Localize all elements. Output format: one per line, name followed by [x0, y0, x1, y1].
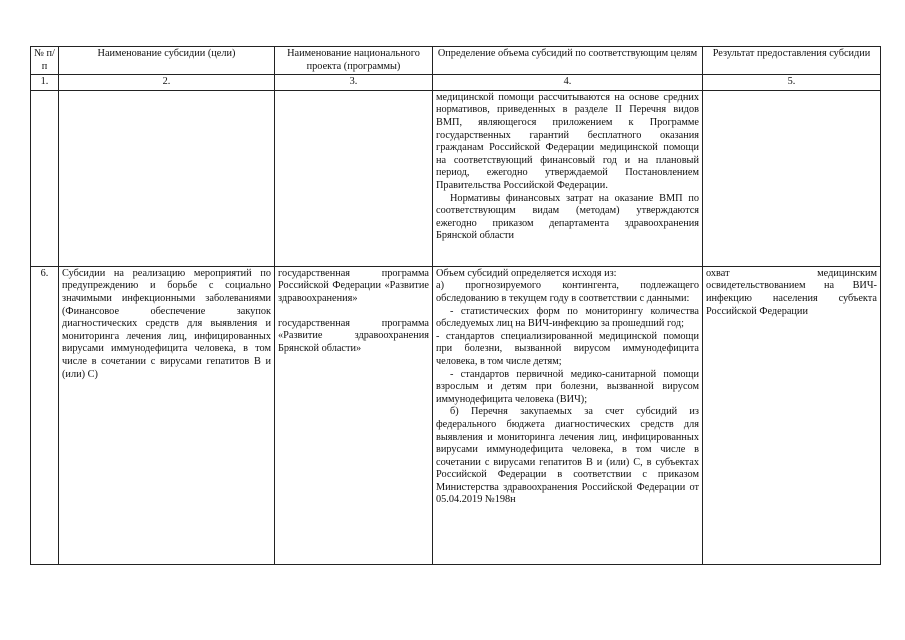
table-header-row [31, 47, 881, 75]
cell-definition [433, 90, 703, 266]
cell-empty [275, 90, 433, 266]
column-number-row [31, 75, 881, 91]
table-row-6 [31, 266, 881, 564]
program-item: государственная программа «Развитие здравоохранения Брянской области» [278, 317, 429, 354]
column-number: 1. [31, 75, 59, 91]
subsidy-definition [433, 266, 703, 564]
cell-empty [59, 90, 275, 266]
definition-intro: Объем субсидий определяется исходя из: [436, 267, 617, 279]
definition-paragraph: медицинской помощи рассчитываются на основе средних нормативов, приведенных в разделе II Перечня видов ВМП, являющегося приложением к Программе государственных гарантий бесплатного оказания гражданам Российской Федерации медицинской помощи на соответствующий финансовый год и на плановый период, ежегодно утверждаемой Постановлением Правительства Российской Федерации. [436, 91, 699, 191]
cell-empty [703, 90, 881, 266]
definition-item: - статистических форм по мониторингу количества обследуемых лиц на ВИЧ-инфекцию за прошедший год; [436, 305, 699, 330]
column-number: 4. [433, 75, 703, 91]
definition-item: а) прогнозируемого контингента, подлежащего обследованию в текущем году в соответствии с данными: [436, 280, 699, 304]
header-national-project: Наименование национального проекта (программы) [275, 47, 433, 75]
column-number: 2. [59, 75, 275, 91]
cell-empty [31, 90, 59, 266]
subsidy-name: Субсидии на реализацию мероприятий по предупреждению и борьбе с социально значимыми инфекционными заболеваниями (Финансовое обеспечение закупок диагностических средств для выявления и мониторинга лечения лиц, инфицированных вирусами иммунодефицита человека, в том числе в сочетании с вирусами гепатитов B и (или) C) [59, 266, 275, 564]
subsidy-table [30, 46, 881, 565]
table-row-continuation [31, 90, 881, 266]
definition-item: - стандартов специализированной медицинской помощи при болезни, вызванной вирусом иммунодефицита человека, в том числе детям; [436, 330, 699, 367]
definition-item: - стандартов первичной медико-санитарной помощи взрослым и детям при болезни, вызванной вирусом иммунодефицита человека (ВИЧ); [436, 368, 699, 405]
header-subsidy-definition: Определение объема субсидий по соответствующим целям [433, 47, 703, 75]
column-number: 5. [703, 75, 881, 91]
row-number: 6. [31, 266, 59, 564]
national-project [275, 266, 433, 564]
program-item: государственная программа Российской Федерации «Развитие здравоохранения» [278, 267, 429, 304]
definition-item: б) Перечня закупаемых за счет субсидий из федерального бюджета диагностических средств для выявления и мониторинга лечения лиц, инфицированных вирусами иммунодефицита человека, в том числе в сочетании с вирусами гепатитов B и (или) C, в субъектах Российской Федерации в соответствии с приказом Министерства здравоохранения Российской Федерации от 05.04.2019 №198н [436, 406, 699, 506]
header-result: Результат предоставления субсидии [703, 47, 881, 75]
column-number: 3. [275, 75, 433, 91]
definition-paragraph: Нормативы финансовых затрат на оказание ВМП по соответствующим видам (методам) утверждаются ежегодно приказом департамента здравоохранения Брянской области [436, 192, 699, 242]
subsidy-result: охват медицинским освидетельствованием на ВИЧ-инфекцию населения субъекта Российской Федерации [703, 266, 881, 564]
header-subsidy-name: Наименование субсидии (цели) [59, 47, 275, 75]
header-number: № п/п [31, 47, 59, 75]
